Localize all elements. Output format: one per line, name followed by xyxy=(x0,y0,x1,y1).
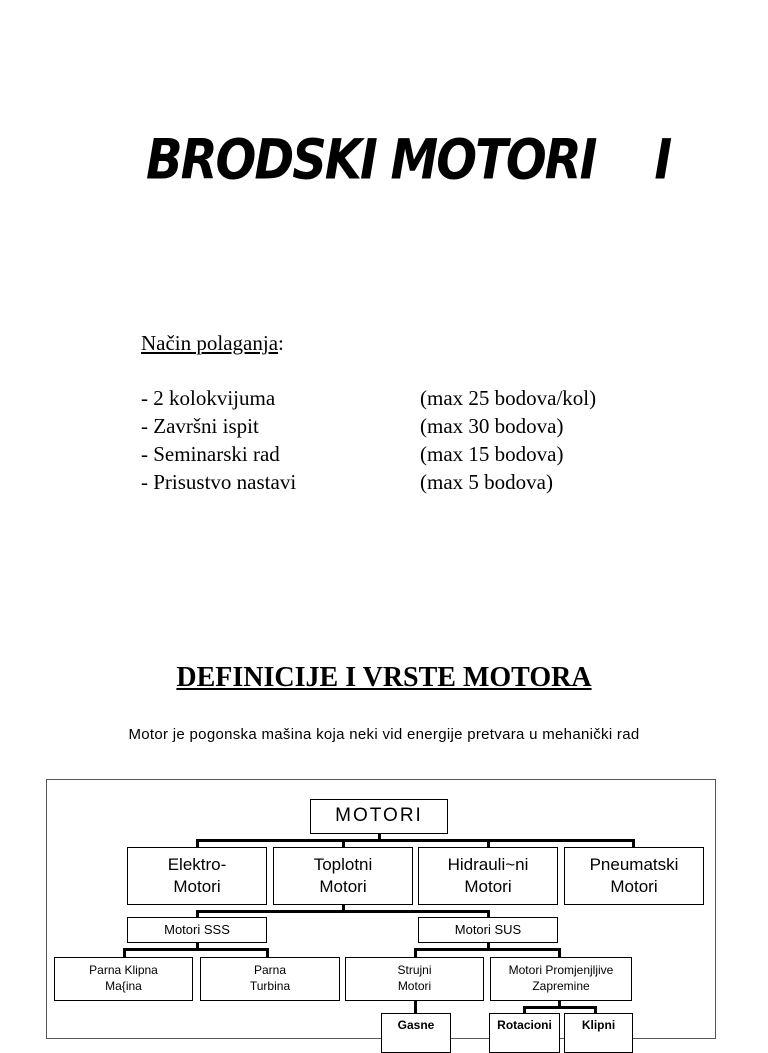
connector-line xyxy=(414,948,561,951)
exam-item-label: - Završni ispit xyxy=(141,414,259,438)
node-line: Motori xyxy=(173,877,221,896)
exam-method-heading-colon: : xyxy=(278,331,284,355)
exam-components-list xyxy=(141,386,641,498)
exam-item-label: - 2 kolokvijuma xyxy=(141,386,276,410)
diagram-node-level4: Gasne xyxy=(381,1013,451,1053)
diagram-node-level1 xyxy=(127,847,267,905)
exam-method-heading xyxy=(141,331,284,356)
exam-item-label: - Seminarski rad xyxy=(141,442,280,466)
node-line: Zapremine xyxy=(532,979,590,993)
connector-line xyxy=(196,910,490,913)
diagram-node-level3 xyxy=(490,957,632,1001)
motor-definition: Motor je pogonska mašina koja neki vid energije pretvara u mehanički rad xyxy=(128,726,640,743)
connector-line xyxy=(523,1006,597,1009)
node-line: Motori Promjenjljive xyxy=(508,963,614,978)
exam-item xyxy=(141,414,641,442)
node-line: Motori xyxy=(319,877,367,896)
diagram-node-level1 xyxy=(273,847,413,905)
node-line: Hidrauli~ni xyxy=(447,854,529,874)
section-title-text: DEFINICIJE I VRSTE MOTORA xyxy=(176,662,592,693)
diagram-node-level1 xyxy=(418,847,558,905)
diagram-node-level4: Klipni xyxy=(564,1013,633,1053)
exam-item xyxy=(141,470,641,498)
diagram-node-level4: Rotacioni xyxy=(489,1013,560,1053)
node-line: Ma{ina xyxy=(105,979,142,993)
diagram-node-level3 xyxy=(200,957,340,1001)
exam-item xyxy=(141,386,641,414)
node-line: Motori xyxy=(610,877,658,896)
diagram-node-root: MOTORI xyxy=(310,799,448,834)
node-line: Strujni xyxy=(397,963,432,978)
node-line: Motori xyxy=(397,979,432,993)
connector-line xyxy=(414,948,417,957)
diagram-node-level3 xyxy=(54,957,193,1001)
connector-line xyxy=(123,948,126,957)
motor-types-diagram xyxy=(46,779,716,1039)
diagram-node-level2: Motori SUS xyxy=(418,917,558,943)
diagram-node-level1 xyxy=(564,847,704,905)
node-line: Pneumatski xyxy=(589,854,679,874)
diagram-node-level2: Motori SSS xyxy=(127,917,267,943)
exam-item-points: (max 15 bodova) xyxy=(420,442,564,466)
section-title xyxy=(0,662,768,694)
connector-line xyxy=(266,948,269,957)
exam-item-points: (max 30 bodova) xyxy=(420,414,564,438)
connector-line xyxy=(196,839,635,842)
exam-item xyxy=(141,442,641,470)
node-line: Turbina xyxy=(249,979,291,993)
exam-item-points: (max 5 bodova) xyxy=(420,470,553,494)
node-line: Elektro- xyxy=(167,854,227,874)
exam-method-heading-text: Način polaganja xyxy=(141,331,279,355)
connector-line xyxy=(558,948,561,957)
node-line: Motori xyxy=(464,877,512,896)
node-line: Parna xyxy=(253,963,287,978)
exam-item-label: - Prisustvo nastavi xyxy=(141,470,297,494)
exam-item-points: (max 25 bodova/kol) xyxy=(420,386,597,410)
document-title: BRODSKI MOTORI I xyxy=(146,128,671,193)
connector-line xyxy=(123,948,269,951)
node-line: Toplotni xyxy=(313,854,373,874)
node-line: Parna Klipna xyxy=(89,963,158,978)
diagram-node-level3 xyxy=(345,957,484,1001)
